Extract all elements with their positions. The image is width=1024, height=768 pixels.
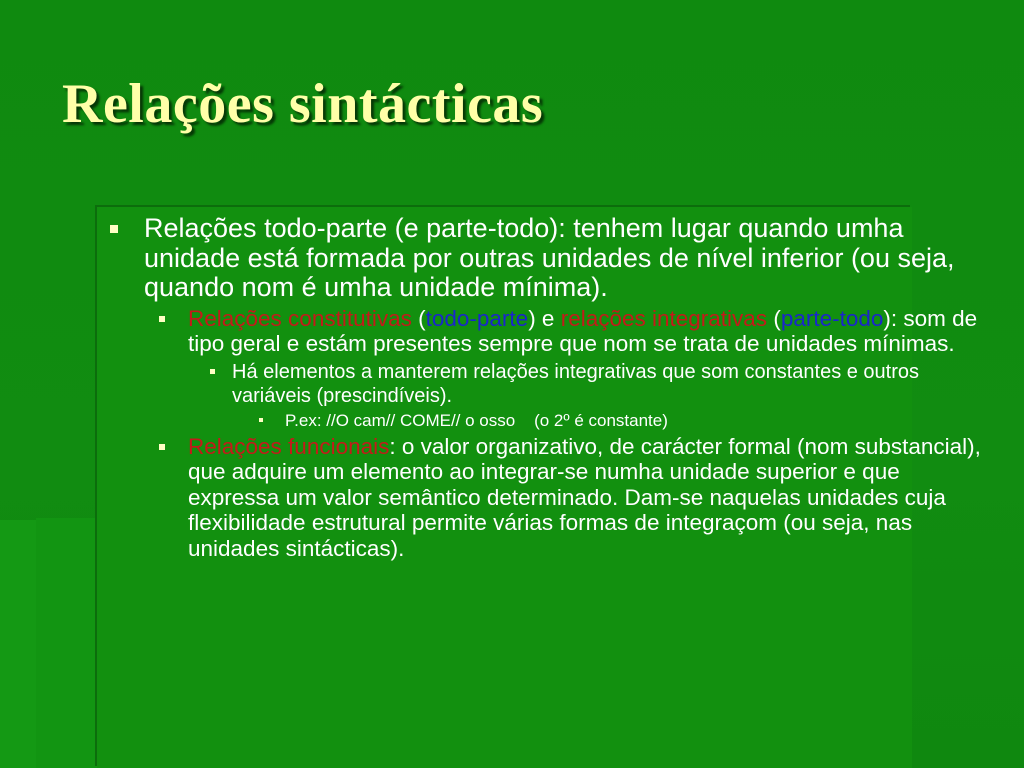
term-relacoes-funcionais: Relações funcionais bbox=[188, 433, 390, 459]
bullet-text: P.ex: //O cam// COME// o osso (o 2º é constante) bbox=[285, 410, 668, 430]
text-fragment: ): som de tipo geral e estám presentes sempre que nom se trata de unidades mínimas. bbox=[188, 305, 978, 356]
term-relacoes-integrativas: relações integrativas bbox=[560, 305, 768, 331]
background-block-bottom bbox=[36, 518, 98, 768]
text-fragment: ) e bbox=[528, 305, 561, 331]
square-bullet-icon bbox=[259, 418, 263, 422]
text-fragment: ( bbox=[767, 305, 781, 331]
square-bullet-icon bbox=[159, 316, 165, 322]
bullet-item-level4 bbox=[110, 410, 990, 431]
text-fragment: : o valor organizativo, de carácter formal (nom substancial), que adquire um elemento ao integrar-se numha unidade superior e que expressa um valor semântico determinado. Dam-se naquelas unidades cuja flexibilidade estrutural permite várias formas de integraçom (ou seja, nas unidades sintácticas). bbox=[188, 433, 981, 561]
bullet-text: Relações todo-parte (e parte-todo): tenhem lugar quando umha unidade está formada por outras unidades de nível inferior (ou seja, quando nom é umha unidade mínima). bbox=[144, 213, 955, 302]
square-bullet-icon bbox=[210, 369, 215, 374]
bullet-item-level3 bbox=[110, 360, 990, 408]
square-bullet-icon bbox=[110, 225, 118, 233]
bullet-item-level2 bbox=[110, 434, 990, 562]
background-block-left bbox=[0, 520, 36, 768]
slide-title: Relações sintácticas bbox=[62, 73, 544, 135]
bullet-text: Há elementos a manterem relações integrativas que som constantes e outros variáveis (prescindíveis). bbox=[232, 360, 920, 407]
text-fragment: ( bbox=[411, 305, 426, 331]
term-parte-todo: parte-todo bbox=[780, 305, 884, 331]
bullet-item-level1 bbox=[110, 214, 990, 303]
term-relacoes-constitutivas: Relações constitutivas bbox=[188, 305, 412, 331]
bullet-item-level2 bbox=[110, 306, 990, 357]
term-todo-parte: todo-parte bbox=[425, 305, 529, 331]
bullet-list bbox=[110, 214, 990, 561]
square-bullet-icon bbox=[159, 444, 165, 450]
